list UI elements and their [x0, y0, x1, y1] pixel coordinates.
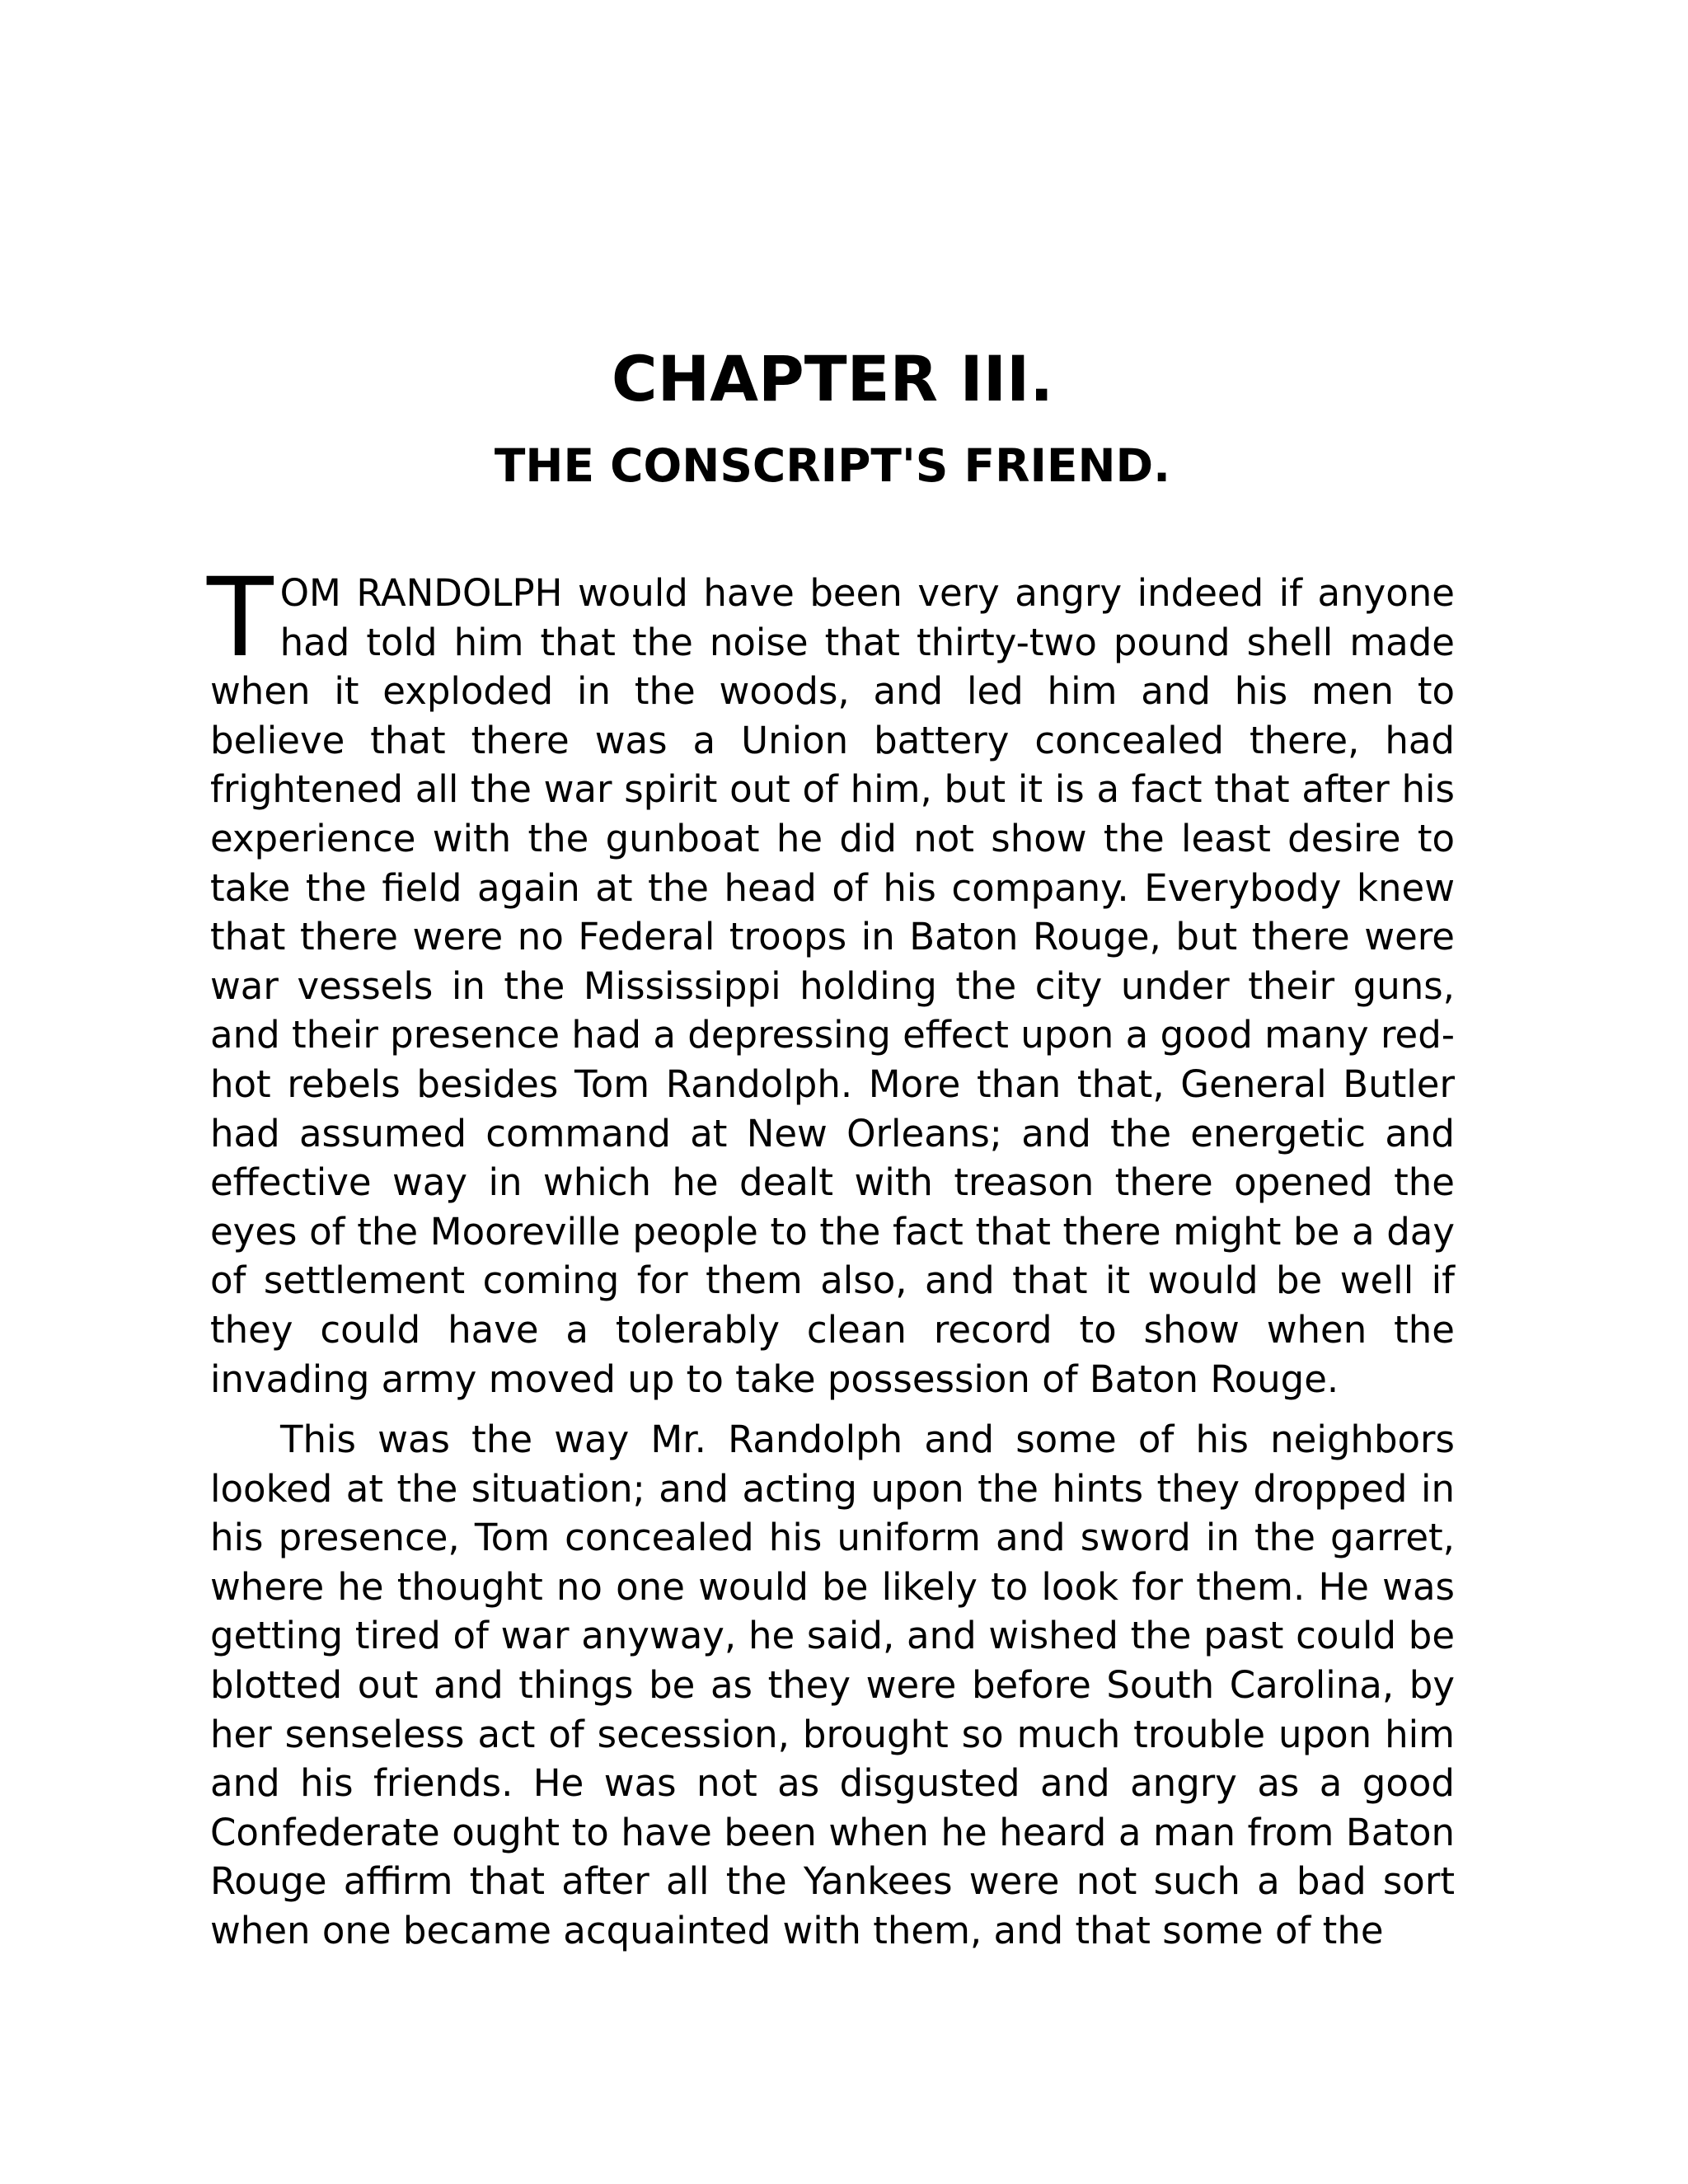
- paragraph-1: [207, 555, 1455, 1404]
- chapter-title: CHAPTER III.: [611, 342, 1054, 415]
- paragraph-2: [210, 1415, 1455, 1956]
- drop-cap: T: [207, 555, 274, 682]
- book-page: [207, 0, 1455, 2184]
- paragraph-1-text: OM RANDOLPH would have been very angry indeed if anyone had told him that the noise that thirty-two pound shell made when it exploded in the woods, and led him and his men to believe that there was a Union battery concealed there, had frightened all the war spirit out of him, but it is a fact that after his experience with the gunboat he did not show the least desire to take the field again at the head of his company. Everybody knew that there were no Federal troops in Baton Rouge, but there were war vessels in the Mississippi holding the city under their guns, and their presence had a depressing effect upon a good many red-hot rebels besides Tom Randolph. More than that, General Butler had assumed command at New Orleans; and the energetic and effective way in which he dealt with treason there opened the eyes of the Mooreville people to the fact that there might be a day of settlement coming for them also, and that it would be well if they could have a tolerably clean record to show when the invading army moved up to take possession of Baton Rouge.: [210, 571, 1455, 1401]
- chapter-body: [207, 555, 1455, 1956]
- chapter-subtitle: THE CONSCRIPT'S FRIEND.: [494, 439, 1171, 492]
- paragraph-2-text: This was the way Mr. Randolph and some of his neighbors looked at the situation; and acting upon the hints they dropped in his presence, Tom concealed his uniform and sword in the garret, where he thought no one would be likely to look for them. He was getting tired of war anyway, he said, and wished the past could be blotted out and things be as they were before South Carolina, by her senseless act of secession, brought so much trouble upon him and his friends. He was not as disgusted and angry as a good Confederate ought to have been when he heard a man from Baton Rouge affirm that after all the Yankees were not such a bad sort when one became acquainted with them, and that some of the: [210, 1418, 1455, 1953]
